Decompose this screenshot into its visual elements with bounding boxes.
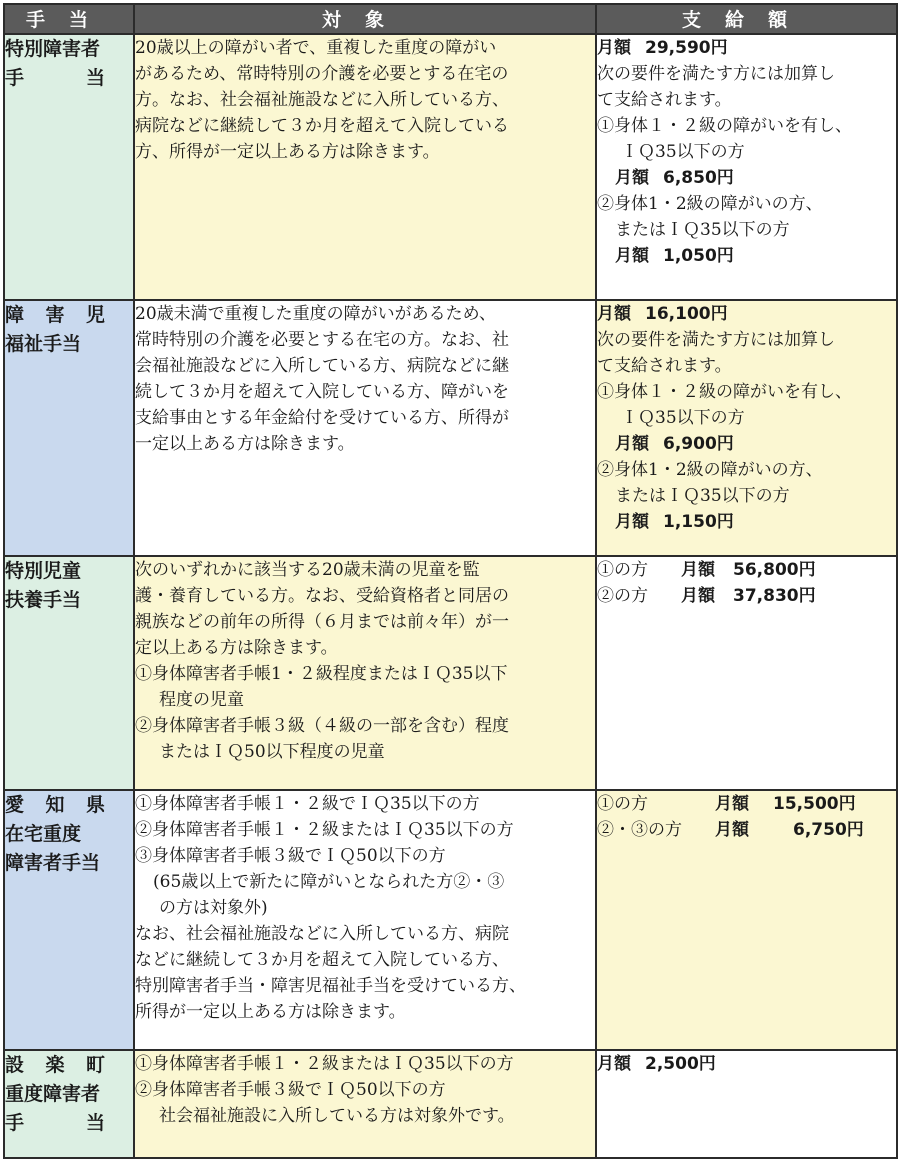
condition-amount: 月額 1,150円	[615, 512, 734, 532]
target-line: 護・養育している方。なお、受給資格者と同居の	[135, 586, 509, 606]
target-item: またはＩＱ50以下程度の児童	[159, 742, 385, 762]
target-line: 方。なお、社会福祉施設などに入所している方、	[135, 90, 509, 110]
name-line: 手 当	[5, 1112, 105, 1134]
target-line: 親族などの前年の所得（６月までは前々年）が一	[135, 612, 509, 632]
name-line: 愛 知 県	[5, 794, 105, 816]
target-line: ②身体障害者手帳３級でＩＱ50以下の方	[135, 1080, 446, 1100]
target-line: ②身体障害者手帳１・２級またはＩＱ35以下の方	[135, 820, 514, 840]
amount-cell	[596, 556, 897, 790]
amount-note: て支給されます。	[597, 90, 732, 110]
table-row	[4, 790, 897, 1050]
table-row	[4, 1050, 897, 1158]
target-line: ③身体障害者手帳３級でＩＱ50以下の方	[135, 846, 446, 866]
target-line: 定以上ある方は除きます。	[135, 638, 338, 658]
amount-line: ①の方 月額 56,800円	[597, 560, 816, 580]
name-line: 障害者手当	[5, 852, 101, 874]
allowance-name	[4, 556, 134, 790]
condition-line: ①身体１・２級の障がいを有し、	[597, 382, 852, 402]
condition-line: ①身体１・２級の障がいを有し、	[597, 116, 852, 136]
target-line: 続して３か月を超えて入院している方、障がいを	[135, 382, 509, 402]
target-line: 所得が一定以上ある方は除きます。	[135, 1002, 406, 1022]
allowance-name	[4, 300, 134, 556]
amount-note: 次の要件を満たす方には加算し	[597, 64, 835, 84]
target-description	[134, 300, 596, 556]
target-line: 常時特別の介護を必要とする在宅の方。なお、社	[135, 330, 509, 350]
header-amount: 支給額	[596, 4, 897, 34]
target-line: 特別障害者手当・障害児福祉手当を受けている方、	[135, 976, 526, 996]
name-line: 障 害 児	[5, 304, 105, 326]
table-row	[4, 34, 897, 300]
target-line: 病院などに継続して３か月を超えて入院している	[135, 116, 509, 136]
name-line: 手 当	[5, 67, 105, 89]
amount-note: て支給されます。	[597, 356, 732, 376]
name-line: 重度障害者	[5, 1083, 101, 1105]
target-item: ②身体障害者手帳３級（４級の一部を含む）程度	[135, 716, 509, 736]
target-line: ①身体障害者手帳１・２級またはＩＱ35以下の方	[135, 1054, 514, 1074]
target-line: の方は対象外)	[159, 898, 268, 918]
target-description	[134, 556, 596, 790]
target-line: ①身体障害者手帳１・２級でＩＱ35以下の方	[135, 794, 480, 814]
amount-cell	[596, 790, 897, 1050]
amount-cell	[596, 1050, 897, 1158]
header-row	[4, 4, 897, 34]
condition-line: ＩＱ35以下の方	[621, 408, 745, 428]
amount-line: ②の方 月額 37,830円	[597, 586, 816, 606]
target-line: があるため、常時特別の介護を必要とする在宅の	[135, 64, 509, 84]
amount-line: ①の方 月額 15,500円	[597, 794, 856, 814]
amount-cell	[596, 300, 897, 556]
condition-amount: 月額 6,900円	[615, 434, 734, 454]
condition-amount: 月額 6,850円	[615, 168, 734, 188]
allowance-name	[4, 1050, 134, 1158]
target-line: 会福祉施設などに入所している方、病院などに継	[135, 356, 509, 376]
target-line: なお、社会福祉施設などに入所している方、病院	[135, 924, 509, 944]
main-amount: 月額 16,100円	[597, 304, 728, 324]
target-line: 支給事由とする年金給付を受けている方、所得が	[135, 408, 509, 428]
target-line: (65歳以上で新たに障がいとなられた方②・③	[153, 872, 505, 892]
allowance-name	[4, 34, 134, 300]
target-line: 20歳以上の障がい者で、重複した重度の障がい	[135, 38, 497, 58]
condition-amount: 月額 1,050円	[615, 246, 734, 266]
condition-line: ②身体1・2級の障がいの方、	[597, 460, 823, 480]
condition-line: またはＩＱ35以下の方	[615, 220, 790, 240]
target-description	[134, 1050, 596, 1158]
name-line: 設 楽 町	[5, 1054, 105, 1076]
main-amount: 月額 2,500円	[597, 1054, 716, 1074]
allowance-table	[3, 3, 898, 1159]
amount-note: 次の要件を満たす方には加算し	[597, 330, 835, 350]
target-item: 程度の児童	[159, 690, 244, 710]
table-row	[4, 300, 897, 556]
condition-line: ＩＱ35以下の方	[621, 142, 745, 162]
target-description	[134, 790, 596, 1050]
allowance-name	[4, 790, 134, 1050]
target-line: 一定以上ある方は除きます。	[135, 434, 355, 454]
condition-line: ②身体1・2級の障がいの方、	[597, 194, 823, 214]
target-description	[134, 34, 596, 300]
name-line: 在宅重度	[5, 823, 82, 845]
name-line: 特別児童	[5, 560, 82, 582]
name-line: 特別障害者	[5, 38, 101, 60]
target-line: 方、所得が一定以上ある方は除きます。	[135, 142, 440, 162]
table-row	[4, 556, 897, 790]
target-line: 20歳未満で重複した重度の障がいがあるため、	[135, 304, 496, 324]
target-line: 次のいずれかに該当する20歳未満の児童を監	[135, 560, 480, 580]
amount-cell	[596, 34, 897, 300]
target-item: ①身体障害者手帳1・２級程度またはＩＱ35以下	[135, 664, 508, 684]
target-line: 社会福祉施設に入所している方は対象外です。	[159, 1106, 515, 1126]
condition-line: またはＩＱ35以下の方	[615, 486, 790, 506]
main-amount: 月額 29,590円	[597, 38, 728, 58]
name-line: 福祉手当	[5, 333, 82, 355]
name-line: 扶養手当	[5, 589, 82, 611]
header-target: 対象	[134, 4, 596, 34]
target-line: などに継続して３か月を超えて入院している方、	[135, 950, 509, 970]
header-allowance: 手当	[4, 4, 134, 34]
amount-line: ②・③の方 月額 6,750円	[597, 820, 864, 840]
